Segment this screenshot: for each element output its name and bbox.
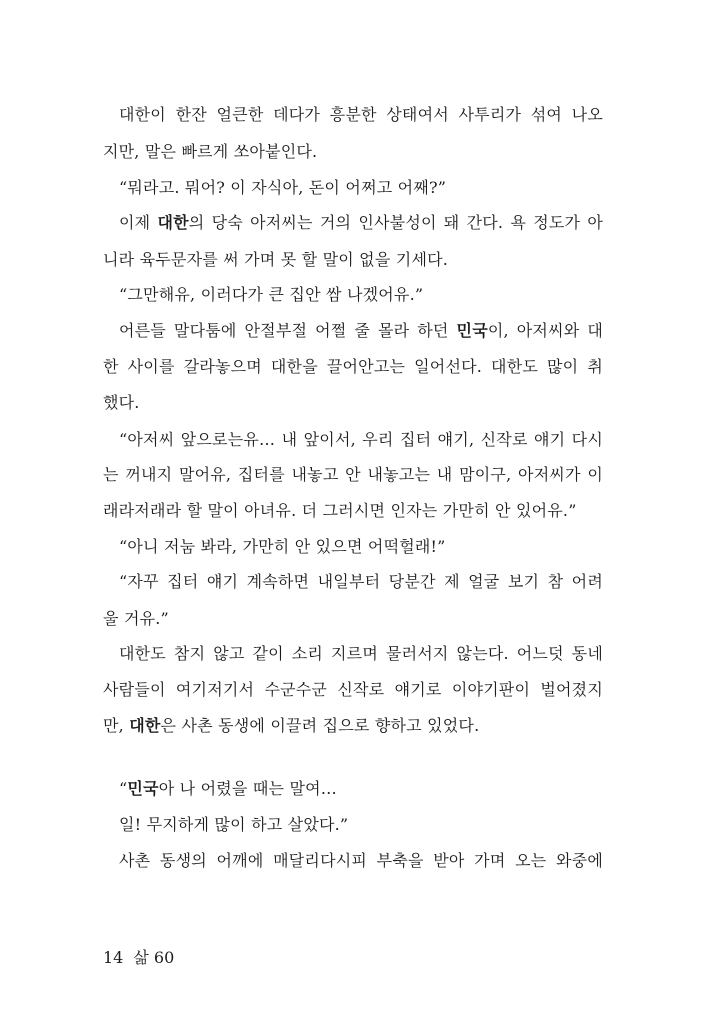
text-line (103, 496, 577, 526)
text-segment: 이, 아저씨와 대 (487, 321, 604, 340)
text-segment: 지만, 말은 빠르게 쏘아붙인다. (103, 142, 318, 161)
text-segment: 한 사이를 갈라놓으며 대한을 끌어안고는 일어선다. 대한도 많이 취 (103, 357, 603, 376)
text-line (103, 352, 603, 382)
text-line (119, 316, 603, 346)
text-line (103, 388, 140, 418)
text-line (103, 675, 603, 705)
text-line (119, 639, 603, 669)
text-line (119, 100, 603, 130)
text-segment: 아 나 어렸을 때는 말여… (158, 779, 337, 798)
text-segment: 니라 육두문자를 써 가며 못 할 말이 없을 기세다. (103, 250, 449, 269)
text-line (119, 774, 337, 804)
text-line (103, 245, 448, 275)
text-segment: “뭐라고. 뭐어? 이 자식아, 돈이 어쩌고 어째?” (119, 178, 447, 197)
text-line (103, 137, 317, 167)
text-segment: “아저씨 앞으로는유… 내 앞이서, 우리 집터 얘기, 신작로 얘기 다시 (119, 430, 603, 449)
text-line (119, 425, 603, 455)
text-line (103, 711, 479, 741)
text-segment: 는 꺼내지 말어유, 집터를 내놓고 안 내놓고는 내 맘이구, 아저씨가 이 (103, 465, 603, 484)
text-segment: 대한도 참지 않고 같이 소리 지르며 물러서지 않는다. 어느덧 동네 (119, 644, 603, 663)
text-segment: “ (119, 779, 128, 798)
name-emphasis: 대한 (129, 716, 161, 735)
text-segment: 울 거유.” (103, 609, 169, 628)
text-segment: 은 사촌 동생에 이끌려 집으로 향하고 있었다. (160, 716, 480, 735)
text-line (119, 567, 603, 597)
text-segment: 일! 무지하게 많이 하고 살았다.” (119, 815, 349, 834)
name-emphasis: 민국 (127, 779, 159, 798)
text-line (119, 173, 446, 203)
text-line (119, 208, 603, 238)
text-line (103, 460, 603, 490)
text-segment: 어른들 말다툼에 안절부절 어쩔 줄 몰라 하던 (119, 321, 457, 340)
text-segment: 이제 (119, 213, 158, 232)
text-segment: 의 당숙 아저씨는 거의 인사불성이 돼 간다. 욕 정도가 아 (188, 213, 603, 232)
text-segment: 사촌 동생의 어깨에 매달리다시피 부축을 받아 가며 오는 와중에 (119, 851, 603, 870)
name-emphasis: 대한 (157, 213, 189, 232)
text-segment: “그만해유, 이러다가 큰 집안 쌈 나겠어유.” (119, 285, 424, 304)
text-segment: 대한이 한잔 얼큰한 데다가 흥분한 상태여서 사투리가 섞여 나오 (119, 105, 603, 124)
text-segment: 했다. (103, 393, 140, 412)
page-number: 14 (103, 948, 124, 967)
text-line (119, 846, 603, 876)
text-line (119, 810, 348, 840)
text-segment: 만, (103, 716, 130, 735)
text-segment: “자꾸 집터 얘기 계속하면 내일부터 당분간 제 얼굴 보기 참 어려 (119, 572, 603, 591)
text-line (119, 532, 446, 562)
running-title: 삶 60 (133, 948, 175, 967)
text-segment: “아니 저눔 봐라, 가만히 안 있으면 어떡헐래!” (119, 537, 446, 556)
text-line (103, 604, 169, 634)
text-segment: 사람들이 여기저기서 수군수군 신작로 얘기로 이야기판이 벌어졌지 (103, 680, 603, 699)
name-emphasis: 민국 (456, 321, 488, 340)
page-footer (103, 943, 174, 973)
text-segment: 래라저래라 할 말이 아녀유. 더 그러시면 인자는 가만히 안 있어유.” (103, 501, 577, 520)
text-line (119, 280, 423, 310)
